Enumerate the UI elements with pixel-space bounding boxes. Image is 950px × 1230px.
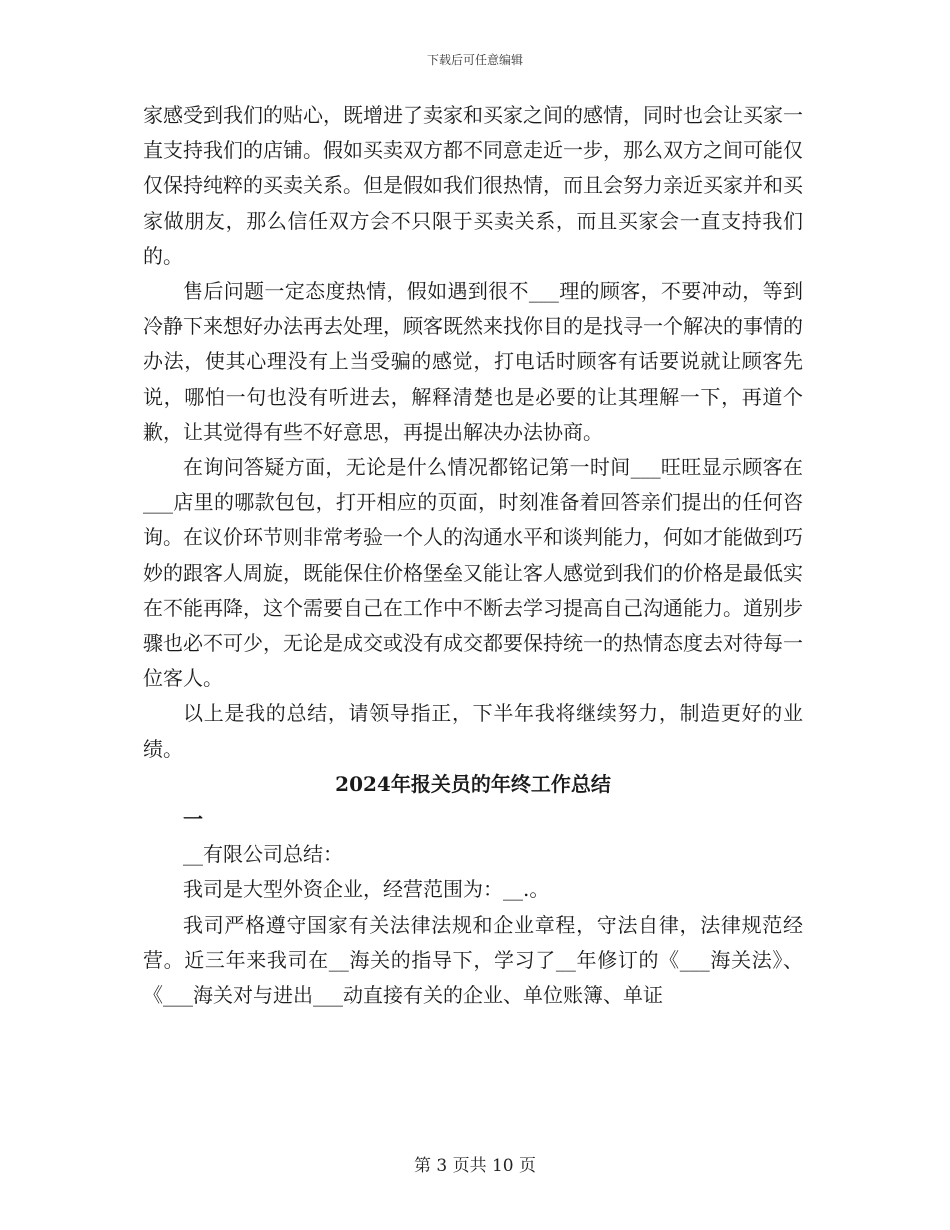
section-paragraph-company: __有限公司总结： <box>183 842 343 867</box>
page-footer: 第 3 页共 10 页 <box>413 1156 537 1176</box>
paragraph-inquiry: 在询问答疑方面，无论是什么情况都铭记第一时间___旺旺显示顾客在___店里的哪款包包，打开相应的页面，时刻准备着回答亲们提出的任何咨询。在议价环节则非常考验一个人的沟通水平和谈判能力，何如才能做到巧妙的跟客人周旋，既能保住价格堡垒又能让客人感觉到我们的价格是最低实在不能再降，这个需要自己在工作中不断去学习提高自己沟通能力。道别步骤也必不可少，无论是成交或没有成交都要保持统一的热情态度去对待每一位客人。 <box>143 455 803 691</box>
paragraph-after-sales: 售后问题一定态度热情，假如遇到很不___理的顾客，不要冲动，等到冷静下来想好办法再去处理，顾客既然来找你目的是找寻一个解决的事情的办法，使其心理没有上当受骗的感觉，打电话时顾客有话要说就让顾客先说，哪怕一句也没有听进去，解释清楚也是必要的让其理解一下，再道个歉，让其觉得有些不好意思，再提出解决办法协商。 <box>143 279 803 444</box>
paragraph-conclusion: 以上是我的总结，请领导指正，下半年我将继续努力，制造更好的业绩。 <box>143 701 803 761</box>
section-paragraph-scope: 我司是大型外资企业，经营范围为：__.。 <box>183 877 550 902</box>
section-title: 2024年报关员的年终工作总结 <box>335 771 611 796</box>
section-paragraph-compliance: 我司严格遵守国家有关法律法规和企业章程，守法自律，法律规范经营。近三年来我司在__海关的指导下，学习了__年修订的《___海关法》、《___海关对与进出___动直接有关的企业、单位账簿、单证 <box>143 912 803 1008</box>
section-number: 一 <box>183 807 203 832</box>
paragraph-continuation: 家感受到我们的贴心，既增进了卖家和买家之间的感情，同时也会让买家一直支持我们的店铺。假如买卖双方都不同意走近一步，那么双方之间可能仅仅保持纯粹的买卖关系。但是假如我们很热情，而且会努力亲近买家并和买家做朋友，那么信任双方会不只限于买卖关系，而且买家会一直支持我们的。 <box>143 103 803 268</box>
page-header: 下载后可任意编辑 <box>426 53 523 67</box>
document-body <box>143 98 803 1013</box>
